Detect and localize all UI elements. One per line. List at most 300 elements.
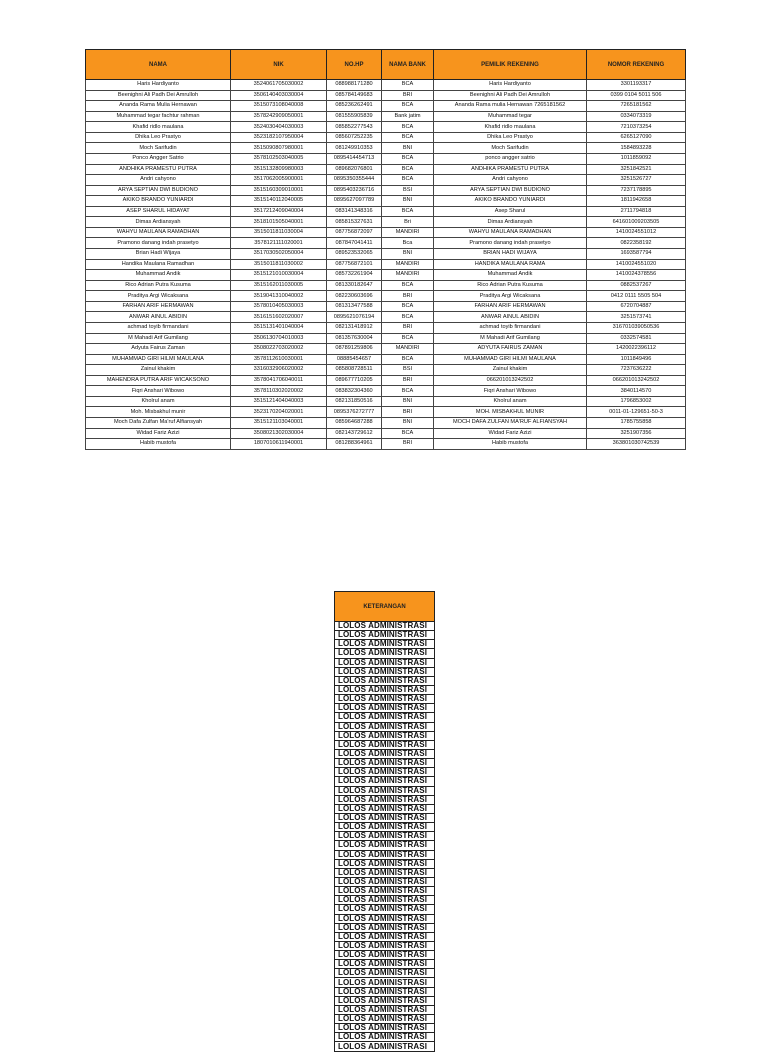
cell-no-hp: 085808728511 [327, 365, 382, 376]
cell-nama-bank: BNI [382, 396, 434, 407]
cell-nomor-rekening: 0011-01-129651-50-3 [587, 407, 686, 418]
cell-no-hp: 0895350355444 [327, 175, 382, 186]
cell-nama-bank: BCA [382, 312, 434, 323]
keterangan-row [335, 960, 435, 969]
keterangan-row [335, 631, 435, 640]
cell-nama: Ponco Angger Satrio [86, 153, 231, 164]
cell-nomor-rekening: 6265127090 [587, 132, 686, 143]
cell-no-hp: 082230603696 [327, 291, 382, 302]
cell-nomor-rekening: 1811942658 [587, 196, 686, 207]
cell-nik: 3523182107950004 [231, 132, 327, 143]
cell-pemilik-rekening: Rico Adrian Putra Kusuma [434, 280, 587, 291]
cell-nama-bank: BNI [382, 418, 434, 429]
keterangan-row [335, 685, 435, 694]
cell-no-hp: 089523532065 [327, 249, 382, 260]
cell-nama: Dimas Ardiansyah [86, 217, 231, 228]
cell-pemilik-rekening: MOCH DAFA ZULFAN MA'RUF ALFIANSYAH [434, 418, 587, 429]
cell-nik: 3515011811030002 [231, 259, 327, 270]
cell-nik: 3517030502050004 [231, 249, 327, 260]
cell-nomor-rekening: 7237178895 [587, 185, 686, 196]
table-header-row [86, 50, 686, 80]
cell-nomor-rekening: 0882537267 [587, 280, 686, 291]
cell-pemilik-rekening: Moch Sarifudin [434, 143, 587, 154]
table-row [86, 122, 686, 133]
keterangan-cell: LOLOS ADMINISTRASI [335, 731, 435, 740]
cell-pemilik-rekening: Asep Sharul [434, 206, 587, 217]
keterangan-cell: LOLOS ADMINISTRASI [335, 932, 435, 941]
cell-nomor-rekening: 641601009203505 [587, 217, 686, 228]
table-row [86, 354, 686, 365]
cell-nik: 3515121404040003 [231, 396, 327, 407]
cell-nomor-rekening: 316701039050536 [587, 322, 686, 333]
table-row [86, 153, 686, 164]
cell-pemilik-rekening: Habib mustofa [434, 439, 587, 450]
cell-nama-bank: BCA [382, 101, 434, 112]
cell-pemilik-rekening: MUHAMMAD GIRI HILMI MAULANA [434, 354, 587, 365]
cell-nama-bank: BCA [382, 153, 434, 164]
table-row [86, 439, 686, 450]
cell-nik: 3578242909050001 [231, 111, 327, 122]
cell-nama: Kholrul anam [86, 396, 231, 407]
cell-nomor-rekening: 3251907356 [587, 428, 686, 439]
cell-nomor-rekening: 3251526727 [587, 175, 686, 186]
cell-nomor-rekening: 1011859092 [587, 153, 686, 164]
cell-nik: 3515011811030004 [231, 227, 327, 238]
keterangan-row [335, 795, 435, 804]
keterangan-cell: LOLOS ADMINISTRASI [335, 832, 435, 841]
cell-pemilik-rekening: Beenighni Ali Padh Dei Amrulloh [434, 90, 587, 101]
cell-nama: Moch Dafa Zulfan Ma'ruf Alfiansyah [86, 418, 231, 429]
cell-nik: 3515121010030004 [231, 270, 327, 281]
cell-nik: 3517062005900001 [231, 175, 327, 186]
keterangan-row [335, 722, 435, 731]
table-row [86, 270, 686, 281]
cell-nama-bank: BCA [382, 175, 434, 186]
keterangan-row [335, 704, 435, 713]
cell-nama-bank: BNI [382, 196, 434, 207]
cell-pemilik-rekening: MOH. MISBAKHUL MUNIR [434, 407, 587, 418]
cell-nama: MAHENDRA PUTRA ARIF WICAKSONO [86, 375, 231, 386]
keterangan-row [335, 713, 435, 722]
keterangan-row [335, 996, 435, 1005]
header-no-hp: NO.HP [327, 50, 382, 80]
keterangan-cell: LOLOS ADMINISTRASI [335, 960, 435, 969]
cell-nama: achmad toyib firmandani [86, 322, 231, 333]
cell-nama-bank: BSI [382, 365, 434, 376]
cell-nama: Pramono danang indah prasetyo [86, 238, 231, 249]
cell-nik: 3524030404030003 [231, 122, 327, 133]
cell-nama-bank: BCA [382, 80, 434, 91]
cell-nama: Muhammad Andik [86, 270, 231, 281]
cell-nik: 3316032906020002 [231, 365, 327, 376]
cell-nama-bank: BCA [382, 164, 434, 175]
cell-nama-bank: BRI [382, 375, 434, 386]
keterangan-cell: LOLOS ADMINISTRASI [335, 676, 435, 685]
cell-nomor-rekening: 6720704887 [587, 301, 686, 312]
table-row [86, 386, 686, 397]
cell-nama: Beenighni Ali Padh Dei Amrulloh [86, 90, 231, 101]
cell-no-hp: 0895627097789 [327, 196, 382, 207]
cell-nik: 3519041310040002 [231, 291, 327, 302]
cell-nama-bank: BRI [382, 407, 434, 418]
cell-nomor-rekening: 0332574581 [587, 333, 686, 344]
keterangan-cell: LOLOS ADMINISTRASI [335, 649, 435, 658]
cell-nama: Ananda Rama Mulia Hernawan [86, 101, 231, 112]
keterangan-row [335, 813, 435, 822]
cell-nomor-rekening: 1420022396112 [587, 344, 686, 355]
keterangan-row [335, 887, 435, 896]
cell-nama-bank: BRI [382, 291, 434, 302]
cell-nik: 3515073108040008 [231, 101, 327, 112]
cell-no-hp: 088988171280 [327, 80, 382, 91]
keterangan-cell: LOLOS ADMINISTRASI [335, 1015, 435, 1024]
cell-nik: 3515090807980001 [231, 143, 327, 154]
cell-no-hp: 085815327631 [327, 217, 382, 228]
cell-nama-bank: BCA [382, 280, 434, 291]
cell-nik: 3515162011030005 [231, 280, 327, 291]
table-row [86, 111, 686, 122]
cell-nama-bank: MANDIRI [382, 227, 434, 238]
cell-pemilik-rekening: Muhammad Andik [434, 270, 587, 281]
cell-nik: 3506140403030004 [231, 90, 327, 101]
keterangan-row [335, 941, 435, 950]
cell-nomor-rekening: 3301193317 [587, 80, 686, 91]
cell-nama: Moch Sarifudin [86, 143, 231, 154]
keterangan-row [335, 731, 435, 740]
header-nama-bank: NAMA BANK [382, 50, 434, 80]
cell-nama: ASEP SHARUL HIDAYAT [86, 206, 231, 217]
cell-nomor-rekening: 0822358192 [587, 238, 686, 249]
cell-nik: 3515140112040005 [231, 196, 327, 207]
keterangan-cell: LOLOS ADMINISTRASI [335, 859, 435, 868]
cell-pemilik-rekening: Andri cahyono [434, 175, 587, 186]
keterangan-row [335, 1033, 435, 1042]
cell-nama: Handika Maulana Ramadhan [86, 259, 231, 270]
cell-nik: 1807010611940001 [231, 439, 327, 450]
cell-pemilik-rekening: M Mahadi Arif Gumilang [434, 333, 587, 344]
cell-nama: ANWAR AINUL ABIDIN [86, 312, 231, 323]
table-row [86, 375, 686, 386]
cell-nama-bank: BCA [382, 354, 434, 365]
header-keterangan: KETERANGAN [335, 592, 435, 622]
cell-nama: AKIKO BRANDO YUNIARDI [86, 196, 231, 207]
participants-table [85, 49, 686, 450]
table-row [86, 196, 686, 207]
cell-nomor-rekening: 1410024551020 [587, 259, 686, 270]
cell-no-hp: 081555905839 [327, 111, 382, 122]
cell-pemilik-rekening: HANDIKA MAULANA RAMA [434, 259, 587, 270]
table-row [86, 164, 686, 175]
table-row [86, 80, 686, 91]
cell-nomor-rekening: 1693587794 [587, 249, 686, 260]
keterangan-cell: LOLOS ADMINISTRASI [335, 905, 435, 914]
keterangan-cell: LOLOS ADMINISTRASI [335, 667, 435, 676]
cell-nomor-rekening: 0399 0104 5011 506 [587, 90, 686, 101]
keterangan-row [335, 896, 435, 905]
keterangan-row [335, 923, 435, 932]
cell-nomor-rekening: 1584893228 [587, 143, 686, 154]
keterangan-cell: LOLOS ADMINISTRASI [335, 914, 435, 923]
cell-nik: 3508021302030004 [231, 428, 327, 439]
cell-no-hp: 089677710205 [327, 375, 382, 386]
cell-nik: 3517212409040004 [231, 206, 327, 217]
cell-nama-bank: BCA [382, 132, 434, 143]
cell-no-hp: 085236262491 [327, 101, 382, 112]
cell-no-hp: 087891259806 [327, 344, 382, 355]
keterangan-row [335, 622, 435, 631]
cell-nomor-rekening: 3251573741 [587, 312, 686, 323]
cell-no-hp: 081313477588 [327, 301, 382, 312]
cell-nik: 3578041706040011 [231, 375, 327, 386]
cell-no-hp: 082143729612 [327, 428, 382, 439]
cell-nik: 3508022703020002 [231, 344, 327, 355]
cell-nama-bank: Bri [382, 217, 434, 228]
cell-nomor-rekening: 066201013242502 [587, 375, 686, 386]
cell-nomor-rekening: 3840114570 [587, 386, 686, 397]
keterangan-cell: LOLOS ADMINISTRASI [335, 969, 435, 978]
cell-nik: 3515132809980003 [231, 164, 327, 175]
table-row [86, 175, 686, 186]
keterangan-table [334, 591, 435, 1052]
cell-nomor-rekening: 7210373254 [587, 122, 686, 133]
keterangan-row [335, 658, 435, 667]
cell-no-hp: 089682076801 [327, 164, 382, 175]
keterangan-row [335, 905, 435, 914]
keterangan-cell: LOLOS ADMINISTRASI [335, 941, 435, 950]
cell-no-hp: 081249910353 [327, 143, 382, 154]
cell-no-hp: 082131850516 [327, 396, 382, 407]
cell-nomor-rekening: 1785755858 [587, 418, 686, 429]
table-row [86, 101, 686, 112]
cell-no-hp: 083141348316 [327, 206, 382, 217]
cell-nomor-rekening: 1011849496 [587, 354, 686, 365]
table-row [86, 249, 686, 260]
cell-nomor-rekening: 0412 0111 5505 504 [587, 291, 686, 302]
table-row [86, 301, 686, 312]
cell-nomor-rekening: 2711794818 [587, 206, 686, 217]
table-body [86, 80, 686, 450]
cell-nik: 3518101505040001 [231, 217, 327, 228]
cell-nama-bank: Bca [382, 238, 434, 249]
keterangan-cell: LOLOS ADMINISTRASI [335, 759, 435, 768]
cell-pemilik-rekening: Fiqri Anshari Wibowo [434, 386, 587, 397]
keterangan-row [335, 859, 435, 868]
keterangan-cell: LOLOS ADMINISTRASI [335, 786, 435, 795]
keterangan-cell: LOLOS ADMINISTRASI [335, 923, 435, 932]
keterangan-cell: LOLOS ADMINISTRASI [335, 813, 435, 822]
cell-nama: Adyuta Fairus Zaman [86, 344, 231, 355]
keterangan-body [335, 622, 435, 1052]
cell-nama: Brian Hadi Wijaya [86, 249, 231, 260]
cell-pemilik-rekening: Muhammad tegar [434, 111, 587, 122]
keterangan-cell: LOLOS ADMINISTRASI [335, 951, 435, 960]
table-row [86, 259, 686, 270]
cell-no-hp: 087847041411 [327, 238, 382, 249]
cell-nama-bank: BNI [382, 249, 434, 260]
cell-nama: Fiqri Anshari Wibowo [86, 386, 231, 397]
cell-nama: Khafid ridlo maulana [86, 122, 231, 133]
keterangan-row [335, 759, 435, 768]
cell-pemilik-rekening: Dhika Leo Prastyo [434, 132, 587, 143]
keterangan-cell: LOLOS ADMINISTRASI [335, 749, 435, 758]
table-row [86, 132, 686, 143]
cell-no-hp: 0895414454713 [327, 153, 382, 164]
keterangan-cell: LOLOS ADMINISTRASI [335, 887, 435, 896]
cell-nama: FARHAN ARIF HERMAWAN [86, 301, 231, 312]
cell-nama-bank: BCA [382, 386, 434, 397]
table-row [86, 418, 686, 429]
keterangan-cell: LOLOS ADMINISTRASI [335, 795, 435, 804]
table-row [86, 206, 686, 217]
keterangan-cell: LOLOS ADMINISTRASI [335, 622, 435, 631]
keterangan-cell: LOLOS ADMINISTRASI [335, 722, 435, 731]
cell-nama: ANDHIKA PRAMESTU PUTRA [86, 164, 231, 175]
cell-nama-bank: BCA [382, 122, 434, 133]
table-row [86, 185, 686, 196]
keterangan-cell: LOLOS ADMINISTRASI [335, 685, 435, 694]
keterangan-row [335, 640, 435, 649]
keterangan-row [335, 740, 435, 749]
cell-pemilik-rekening: Ananda Rama mulia Hernawan 7265181562 [434, 101, 587, 112]
cell-nik: 3578102503040005 [231, 153, 327, 164]
keterangan-cell: LOLOS ADMINISTRASI [335, 1033, 435, 1042]
cell-pemilik-rekening: Zainul khakim [434, 365, 587, 376]
keterangan-cell: LOLOS ADMINISTRASI [335, 631, 435, 640]
cell-no-hp: 085607252235 [327, 132, 382, 143]
keterangan-cell: LOLOS ADMINISTRASI [335, 978, 435, 987]
cell-nomor-rekening: 1410024378556 [587, 270, 686, 281]
cell-nomor-rekening: 0334073319 [587, 111, 686, 122]
keterangan-row [335, 768, 435, 777]
cell-no-hp: 08885454657 [327, 354, 382, 365]
cell-nama: Habib mustofa [86, 439, 231, 450]
header-nomor-rekening: NOMOR REKENING [587, 50, 686, 80]
table-row [86, 90, 686, 101]
cell-nik: 3524061705030002 [231, 80, 327, 91]
header-nama: NAMA [86, 50, 231, 80]
keterangan-row [335, 777, 435, 786]
table-row [86, 428, 686, 439]
cell-pemilik-rekening: Kholrul anam [434, 396, 587, 407]
keterangan-cell: LOLOS ADMINISTRASI [335, 804, 435, 813]
keterangan-row [335, 749, 435, 758]
cell-nomor-rekening: 1796853002 [587, 396, 686, 407]
keterangan-row [335, 823, 435, 832]
keterangan-cell: LOLOS ADMINISTRASI [335, 877, 435, 886]
cell-nama: Praditya Argi Wicaksana [86, 291, 231, 302]
cell-nik: 3515121103040001 [231, 418, 327, 429]
keterangan-row [335, 667, 435, 676]
cell-pemilik-rekening: 066201013242502 [434, 375, 587, 386]
cell-no-hp: 0895403236716 [327, 185, 382, 196]
cell-nik: 3578010405030003 [231, 301, 327, 312]
cell-nama-bank: MANDIRI [382, 259, 434, 270]
table-row [86, 344, 686, 355]
cell-nik: 3506130704010003 [231, 333, 327, 344]
cell-nama: M Mahadi Arif Gumilang [86, 333, 231, 344]
cell-nama: WAHYU MAULANA RAMADHAN [86, 227, 231, 238]
table-row [86, 365, 686, 376]
cell-pemilik-rekening: ANWAR AINUL ABIDIN [434, 312, 587, 323]
header-nik: NIK [231, 50, 327, 80]
cell-nama-bank: BRI [382, 439, 434, 450]
table-row [86, 291, 686, 302]
cell-no-hp: 085964687288 [327, 418, 382, 429]
cell-nama-bank: Bank jatim [382, 111, 434, 122]
keterangan-cell: LOLOS ADMINISTRASI [335, 768, 435, 777]
keterangan-row [335, 1015, 435, 1024]
keterangan-header-row [335, 592, 435, 622]
keterangan-row [335, 1042, 435, 1051]
keterangan-row [335, 786, 435, 795]
cell-nomor-rekening: 1410024551012 [587, 227, 686, 238]
cell-nik: 3515160309010001 [231, 185, 327, 196]
cell-pemilik-rekening: Dimas Ardiansyah [434, 217, 587, 228]
cell-pemilik-rekening: Khafid ridlo maulana [434, 122, 587, 133]
cell-pemilik-rekening: ADYUTA FAIRUS ZAMAN [434, 344, 587, 355]
keterangan-cell: LOLOS ADMINISTRASI [335, 658, 435, 667]
cell-nama: MUHAMMAD GIRI HILMI MAULANA [86, 354, 231, 365]
cell-no-hp: 083832304360 [327, 386, 382, 397]
cell-no-hp: 085852277543 [327, 122, 382, 133]
keterangan-row [335, 987, 435, 996]
cell-nomor-rekening: 7265181562 [587, 101, 686, 112]
table-row [86, 333, 686, 344]
cell-nik: 3516151602020007 [231, 312, 327, 323]
keterangan-cell: LOLOS ADMINISTRASI [335, 896, 435, 905]
cell-no-hp: 087756872101 [327, 259, 382, 270]
cell-no-hp: 087756872097 [327, 227, 382, 238]
cell-pemilik-rekening: AKIKO BRANDO YUNIARDI [434, 196, 587, 207]
cell-pemilik-rekening: BRIAN HADI WIJAYA [434, 249, 587, 260]
table-row [86, 322, 686, 333]
table-row [86, 280, 686, 291]
cell-nama: Haris Hardiyanto [86, 80, 231, 91]
keterangan-row [335, 1005, 435, 1014]
keterangan-row [335, 969, 435, 978]
cell-no-hp: 081357630004 [327, 333, 382, 344]
cell-pemilik-rekening: WAHYU MAULANA RAMADHAN [434, 227, 587, 238]
cell-no-hp: 085784149683 [327, 90, 382, 101]
cell-pemilik-rekening: Praditya Argi Wicaksana [434, 291, 587, 302]
keterangan-cell: LOLOS ADMINISTRASI [335, 704, 435, 713]
cell-nama: Muhammad tegar fachtur rahman [86, 111, 231, 122]
cell-nama: Zainul khakim [86, 365, 231, 376]
keterangan-row [335, 932, 435, 941]
keterangan-row [335, 804, 435, 813]
cell-pemilik-rekening: ANDHIKA PRAMESTU PUTRA [434, 164, 587, 175]
cell-no-hp: 081330182647 [327, 280, 382, 291]
cell-pemilik-rekening: ponco angger satrio [434, 153, 587, 164]
cell-no-hp: 0895621076194 [327, 312, 382, 323]
cell-pemilik-rekening: ARYA SEPTIAN DWI BUDIONO [434, 185, 587, 196]
cell-nik: 3578121111020001 [231, 238, 327, 249]
keterangan-cell: LOLOS ADMINISTRASI [335, 868, 435, 877]
cell-nama-bank: BRI [382, 90, 434, 101]
cell-no-hp: 0895376272777 [327, 407, 382, 418]
cell-nik: 3578110302020002 [231, 386, 327, 397]
cell-nomor-rekening: 363801030742539 [587, 439, 686, 450]
keterangan-cell: LOLOS ADMINISTRASI [335, 1042, 435, 1051]
cell-no-hp: 082131418912 [327, 322, 382, 333]
cell-nama: Rico Adrian Putra Kusuma [86, 280, 231, 291]
cell-nama-bank: BRI [382, 322, 434, 333]
cell-nama: Moh. Misbakhul munir [86, 407, 231, 418]
cell-pemilik-rekening: FARHAN ARIF HERMAWAN [434, 301, 587, 312]
cell-nama-bank: BSI [382, 185, 434, 196]
keterangan-cell: LOLOS ADMINISTRASI [335, 713, 435, 722]
keterangan-row [335, 914, 435, 923]
